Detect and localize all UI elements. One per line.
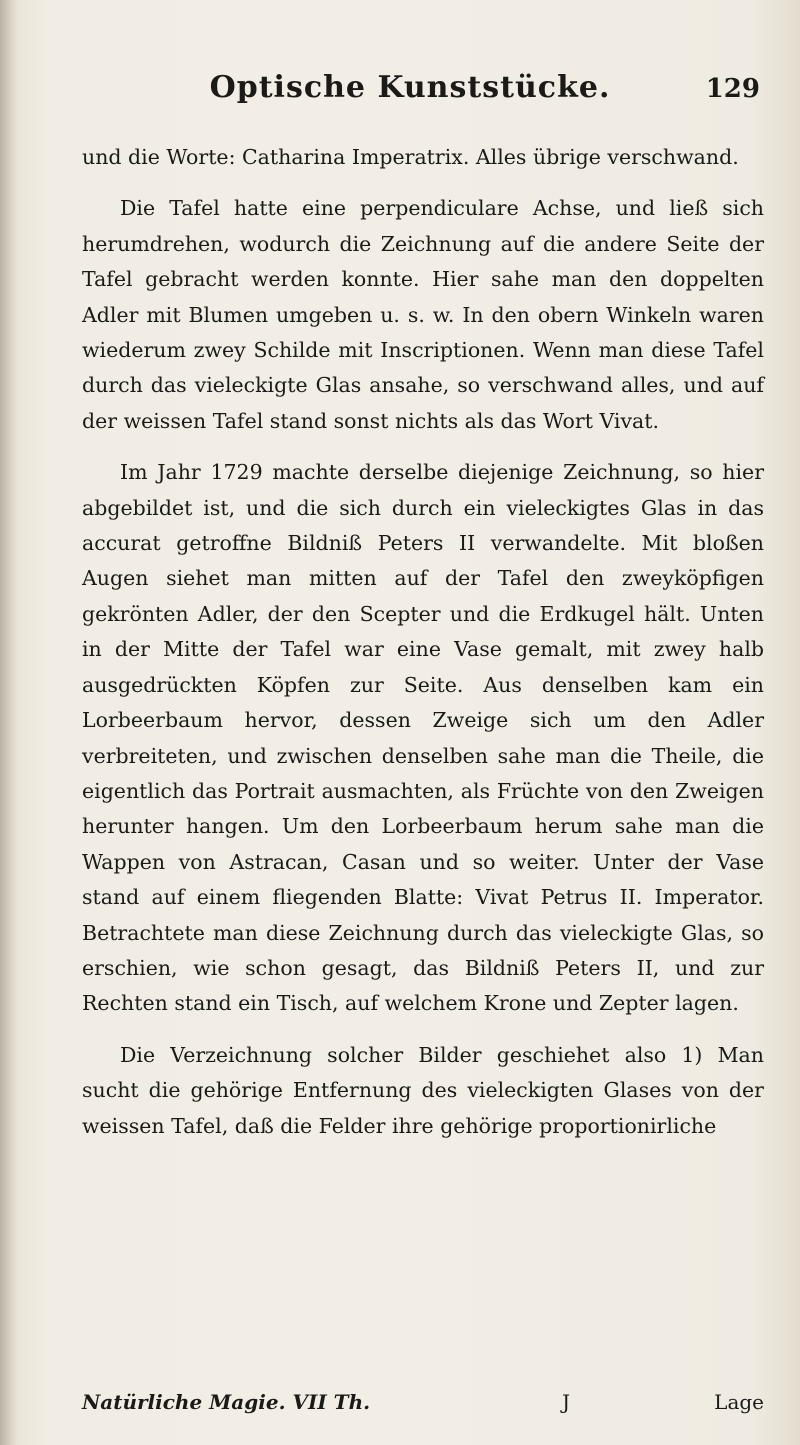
page-footer xyxy=(82,1390,764,1426)
sheet-mark: J xyxy=(562,1390,571,1414)
paragraph-peter-ii-portrait: Im Jahr 1729 machte derselbe diejenige Zeichnung, so hier abgebildet ist, und die sich durch ein vieleckigtes Glas in das accurat getroffne Bildniß Peters II verwandelte. Mit bloßen Augen siehet man mitten auf der Tafel den zweyköpfigen gekrönten Adler, der den Scepter und die Erdkugel hält. Unten in der Mitte der Tafel war eine Vase gemalt, mit zwey halb ausgedrückten Köpfen zur Seite. Aus denselben kam ein Lorbeerbaum hervor, dessen Zweige sich um den Adler verbreiteten, und zwischen denselben sahe man die Theile, die eigentlich das Portrait ausmachten, als Früchte von den Zweigen herunter hangen. Um den Lorbeerbaum herum sahe man die Wappen von Astracan, Casan und so weiter. Unter der Vase stand auf einem fliegenden Blatte: Vivat Petrus II. Imperator. Betrachtete man diese Zeichnung durch das vieleckigte Glas, so erschien, wie schon gesagt, das Bildniß Peters II, und zur Rechten stand ein Tisch, auf welchem Krone und Zepter lagen. xyxy=(82,460,764,1016)
paragraph-drawing-method: Die Verzeichnung solcher Bilder geschiehet also 1) Man sucht die gehörige Entfernung des vieleckigten Glases von der weissen Tafel, daß die Felder ihre gehörige proportionirliche xyxy=(82,1042,764,1138)
body-text xyxy=(82,140,764,1160)
page-header xyxy=(60,70,760,110)
catchword: Lage xyxy=(714,1390,764,1414)
paragraph-continuation: und die Worte: Catharina Imperatrix. Alles übrige verschwand. xyxy=(82,145,739,169)
paragraph-turning-tablet: Die Tafel hatte eine perpendiculare Achse, und ließ sich herumdrehen, wodurch die Zeichnung auf die andere Seite der Tafel gebracht werden konnte. Hier sahe man den doppelten Adler mit Blumen umgeben u. s. w. In den obern Winkeln waren wiederum zwey Schilde mit Inscriptionen. Wenn man diese Tafel durch das vieleckigte Glas ansahe, so verschwand alles, und auf der weissen Tafel stand sonst nichts als das Wort Vivat. xyxy=(82,196,764,433)
footer-signature: Natürliche Magie. VII Th. xyxy=(82,1390,371,1414)
binding-shadow xyxy=(0,0,18,1445)
running-title: Optische Kunststücke. xyxy=(209,70,611,105)
page-number: 129 xyxy=(705,74,760,104)
